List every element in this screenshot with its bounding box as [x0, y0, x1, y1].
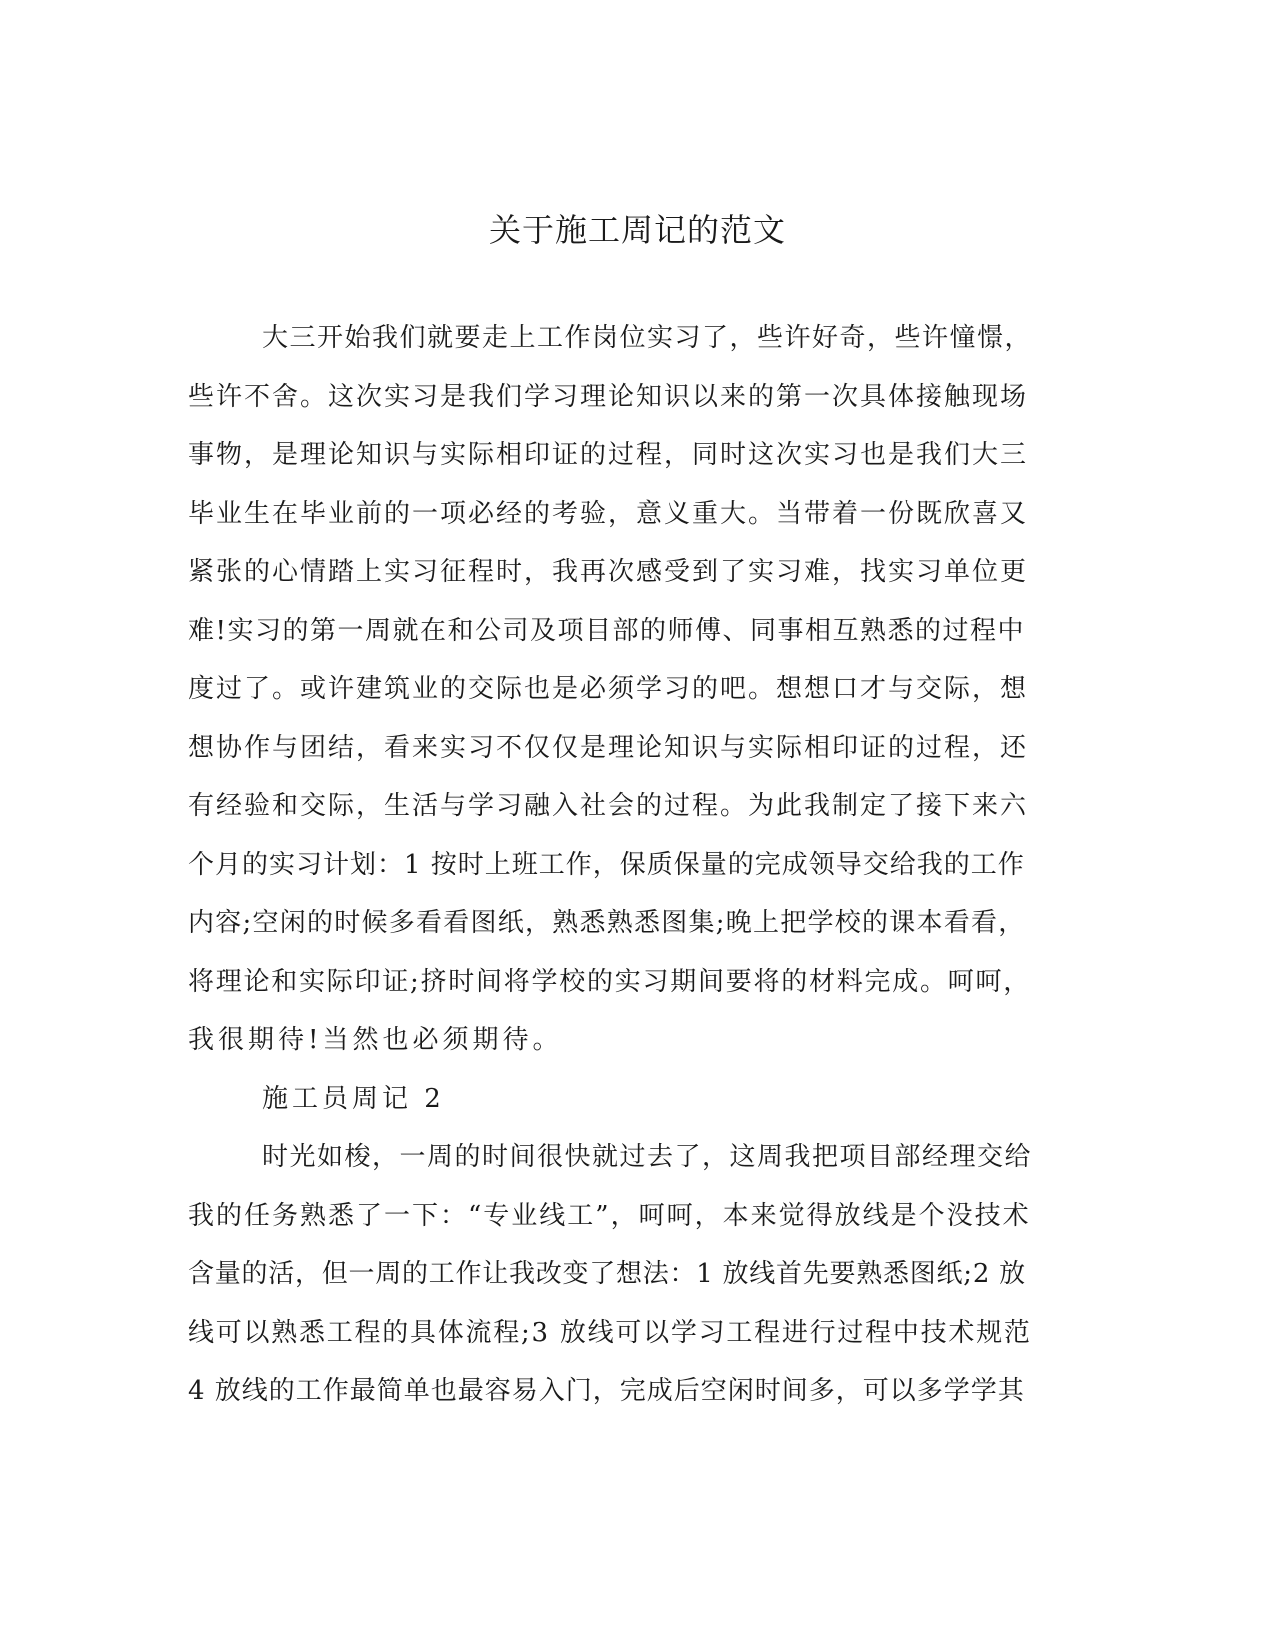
paragraph-line: 难!实习的第一周就在和公司及项目部的师傅、同事相互熟悉的过程中 [188, 616, 1025, 646]
section-heading: 施工员周记 2 [262, 1084, 445, 1114]
paragraph-line: 有经验和交际，生活与学习融入社会的过程。为此我制定了接下来六 [188, 791, 1029, 821]
paragraph-line: 我的任务熟悉了一下：“专业线工”，呵呵，本来觉得放线是个没技术 [188, 1201, 1031, 1231]
paragraph-line: 时光如梭，一周的时间很快就过去了，这周我把项目部经理交给 [262, 1142, 1033, 1172]
paragraph-line: 毕业生在毕业前的一项必经的考验，意义重大。当带着一份既欣喜又 [188, 499, 1029, 529]
paragraph-line: 线可以熟悉工程的具体流程;3 放线可以学习工程进行过程中技术规范 [188, 1318, 1032, 1348]
paragraph-line: 大三开始我们就要走上工作岗位实习了，些许好奇，些许憧憬， [262, 323, 1033, 353]
paragraph-line: 将理论和实际印证;挤时间将学校的实习期间要将的材料完成。呵呵， [188, 967, 1032, 997]
paragraph-line: 我很期待!当然也必须期待。 [188, 1025, 563, 1055]
paragraph-line: 想协作与团结，看来实习不仅仅是理论知识与实际相印证的过程，还 [188, 733, 1029, 763]
paragraph-line: 紧张的心情踏上实习征程时，我再次感受到了实习难，找实习单位更 [188, 557, 1029, 587]
paragraph-line: 内容;空闲的时候多看看图纸，熟悉熟悉图集;晚上把学校的课本看看， [188, 908, 1026, 938]
paragraph-line: 事物，是理论知识与实际相印证的过程，同时这次实习也是我们大三 [188, 440, 1029, 470]
paragraph-line: 些许不舍。这次实习是我们学习理论知识以来的第一次具体接触现场 [188, 382, 1029, 412]
page-title: 关于施工周记的范文 [488, 211, 786, 249]
paragraph-line: 个月的实习计划：1 按时上班工作，保质保量的完成领导交给我的工作 [188, 850, 1025, 880]
paragraph-line: 含量的活，但一周的工作让我改变了想法：1 放线首先要熟悉图纸;2 放 [188, 1259, 1026, 1289]
paragraph-line: 4 放线的工作最简单也最容易入门，完成后空闲时间多，可以多学学其 [188, 1376, 1025, 1406]
paragraph-line: 度过了。或许建筑业的交际也是必须学习的吧。想想口才与交际，想 [188, 674, 1029, 704]
